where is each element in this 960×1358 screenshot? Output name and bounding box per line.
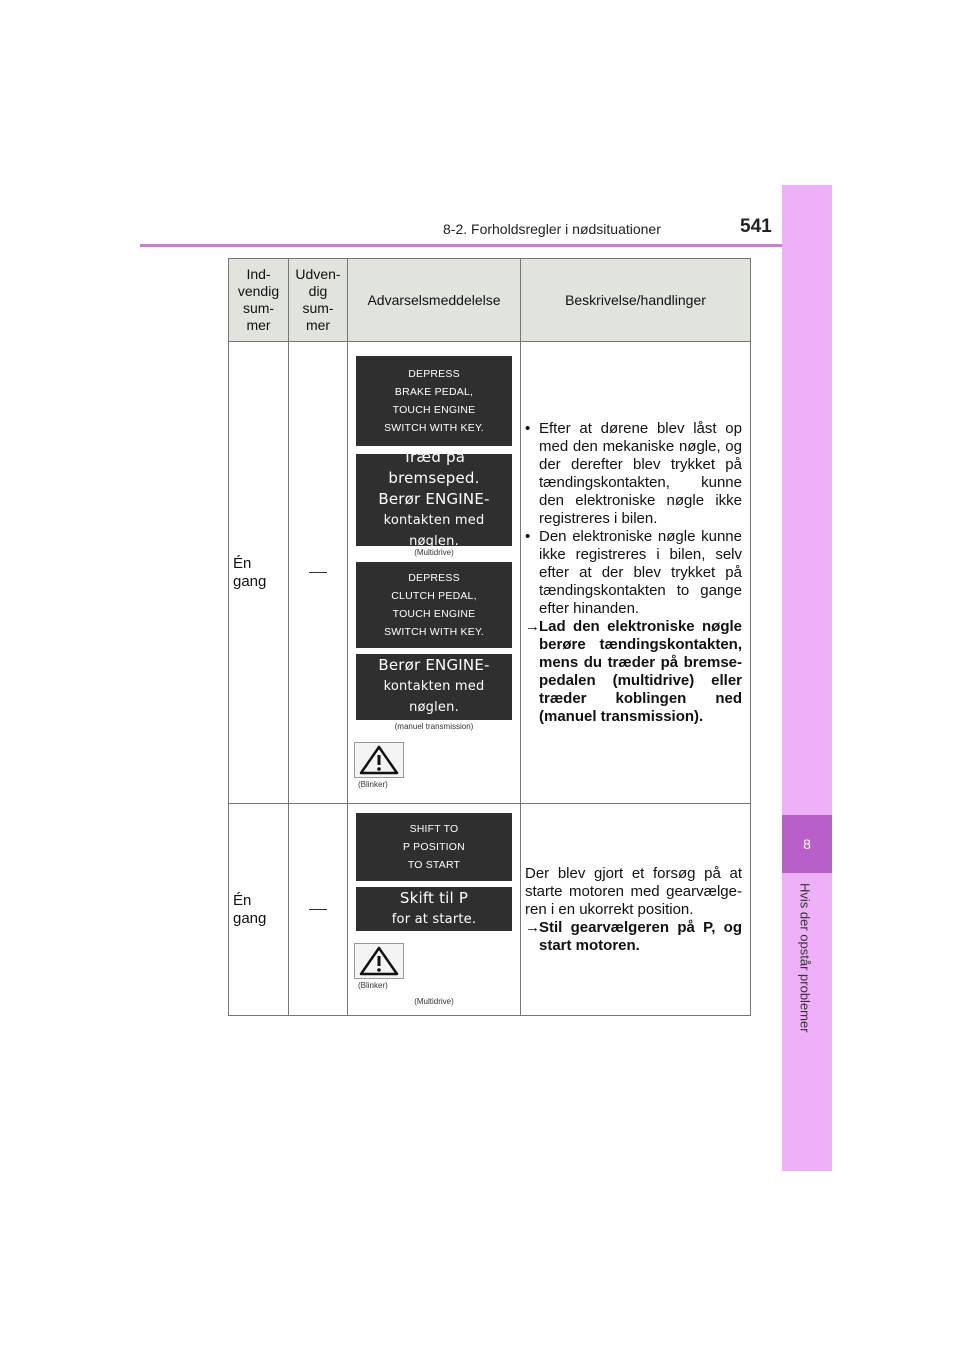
indoor-buzzer-cell: Én gang: [229, 804, 289, 1016]
header-divider: [140, 244, 832, 247]
warning-triangle-icon: [354, 943, 404, 979]
indoor-buzzer-cell: Én gang: [229, 342, 289, 804]
display-line: kontakten med: [383, 513, 485, 528]
none-dash: [309, 909, 327, 910]
caption-multidrive: (Multidrive): [414, 547, 454, 557]
display-line: nøglen.: [409, 534, 459, 549]
outdoor-buzzer-cell: [289, 804, 348, 1016]
chapter-number-tab[interactable]: 8: [782, 815, 832, 873]
bullet-mark: •: [525, 419, 531, 437]
description-cell: [521, 342, 751, 804]
bullet-text: Den elektroniske nøgle kunne ikke registreres i bilen, selv efter at der blev trykket på tændingskontakten to gange efter hinanden.: [539, 527, 742, 617]
warning-message-table: [228, 258, 751, 1016]
display-depress-brake: DEPRESS BRAKE PEDAL, TOUCH ENGINE SWITCH WITH KEY.: [356, 356, 512, 446]
bullet-mark: •: [525, 527, 531, 545]
bullet-text: Efter at dørene blev låst op med den mekaniske nøgle, og der derefter blev trykket på tændingskontakten, kunne den elektroniske nøgle ikke registreres i bilen.: [539, 419, 742, 527]
header-description: Beskrivelse/handlinger: [521, 259, 751, 342]
caption-blinker: (Blinker): [358, 779, 388, 789]
display-line: nøglen.: [409, 700, 459, 715]
action-item: [525, 919, 742, 955]
arrow-icon: →: [525, 918, 540, 936]
display-line: kontakten med: [383, 679, 485, 694]
table-header-row: [229, 259, 751, 342]
display-line: Berør ENGINE-: [378, 490, 490, 508]
action-text: Lad den elektroniske nøgle berøre tændingskontakten, mens du træder på bremse-pedalen (multidrive) eller træder koblingen ned (manuel transmission).: [539, 617, 742, 725]
display-line: Træd på bremseped.: [388, 448, 480, 487]
header-outdoor-buzzer: Udven- dig sum- mer: [289, 259, 348, 342]
arrow-icon: →: [525, 617, 540, 635]
table-row: [229, 342, 751, 804]
warning-message-cell: [348, 342, 521, 804]
chapter-label: Hvis der opstår problemer: [797, 883, 813, 1033]
header-warning-message: Advarselsmeddelelse: [348, 259, 521, 342]
display-line: Berør ENGINE-: [378, 656, 490, 674]
table-row: [229, 804, 751, 1016]
caption-manual: (manuel transmission): [394, 721, 474, 731]
list-item: [525, 420, 742, 528]
list-item: [525, 528, 742, 618]
display-danish-shift: [356, 887, 512, 931]
display-danish-clutch: [356, 654, 512, 720]
action-item: [525, 618, 742, 726]
warning-indicator-group: [348, 943, 520, 991]
action-text: Stil gearvælgeren på P, og start motoren.: [539, 918, 742, 954]
description-cell: [521, 804, 751, 1016]
description-text: Der blev gjort et forsøg på at starte motoren med gearvælge-ren i en ukorrekt position.: [525, 864, 742, 918]
display-danish-brake: [356, 448, 512, 549]
warning-message-cell: [348, 804, 521, 1016]
section-title: 8-2. Forholdsregler i nødsituationer: [443, 221, 661, 237]
none-dash: [309, 572, 327, 573]
display-shift-to-p: SHIFT TO P POSITION TO START: [356, 813, 512, 881]
warning-indicator-group: [348, 742, 520, 790]
display-line: Skift til P: [399, 888, 469, 907]
warning-triangle-icon: [354, 742, 404, 778]
display-line: for at starte.: [391, 911, 477, 927]
outdoor-buzzer-cell: [289, 342, 348, 804]
page-number: 541: [740, 216, 772, 237]
caption-blinker: (Blinker): [358, 980, 388, 990]
caption-multidrive: (Multidrive): [414, 996, 454, 1006]
header-indoor-buzzer: Ind- vendig sum- mer: [229, 259, 289, 342]
display-depress-clutch: DEPRESS CLUTCH PEDAL, TOUCH ENGINE SWITCH WITH KEY.: [356, 562, 512, 648]
